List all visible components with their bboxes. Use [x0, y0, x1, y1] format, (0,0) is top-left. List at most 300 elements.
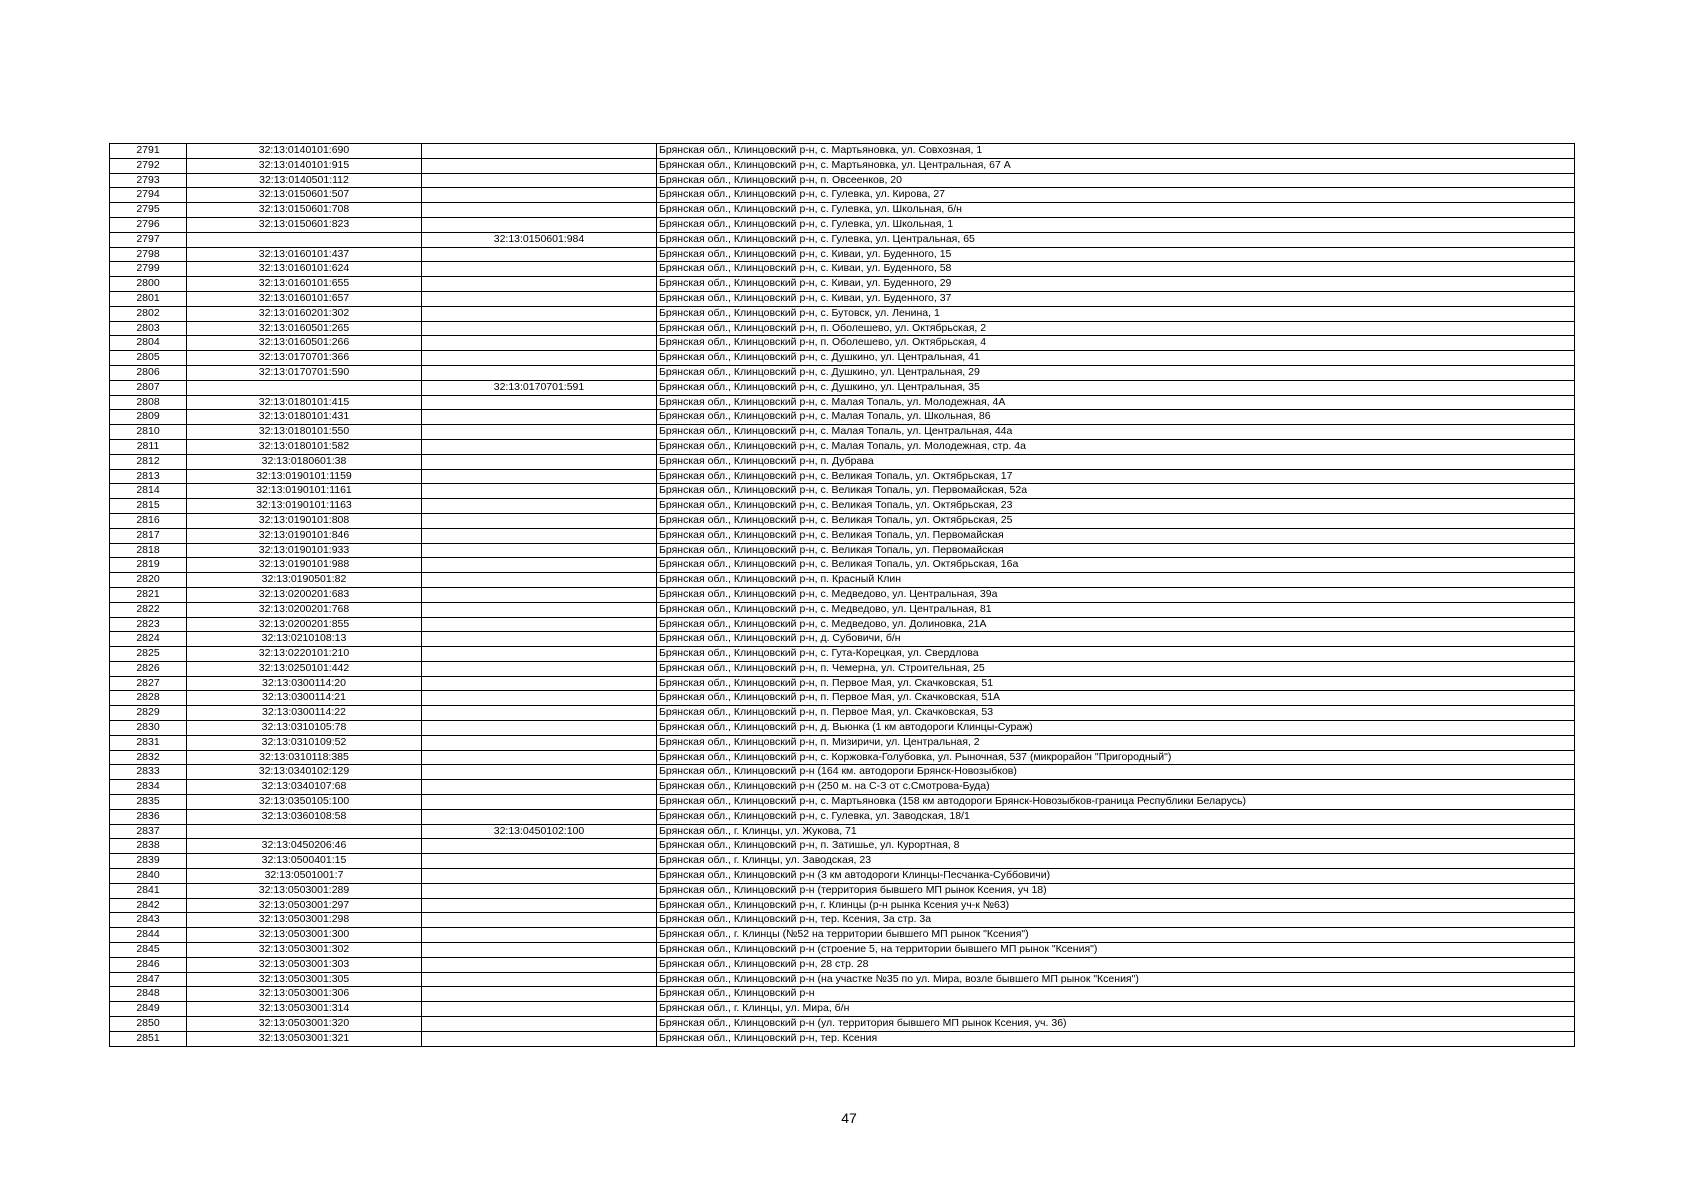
cadastral-number-alt-cell: 32:13:0150601:984: [422, 232, 657, 247]
cadastral-number-alt-cell: [422, 410, 657, 425]
cadastral-number-cell: 32:13:0180101:415: [187, 395, 422, 410]
row-number-cell: 2818: [110, 543, 187, 558]
address-cell: Брянская обл., Клинцовский р-н, с. Великая Топаль, ул. Первомайская, 52а: [657, 484, 1575, 499]
cadastral-number-cell: 32:13:0190101:988: [187, 558, 422, 573]
table-row: [110, 513, 1575, 528]
row-number-cell: 2840: [110, 869, 187, 884]
table-row: [110, 587, 1575, 602]
row-number-cell: 2837: [110, 824, 187, 839]
cadastral-number-alt-cell: [422, 765, 657, 780]
row-number-cell: 2805: [110, 351, 187, 366]
table-row: [110, 173, 1575, 188]
cadastral-number-alt-cell: [422, 454, 657, 469]
table-row: [110, 602, 1575, 617]
address-cell: Брянская обл., Клинцовский р-н, п. Первое Мая, ул. Скачковская, 53: [657, 706, 1575, 721]
cadastral-number-cell: 32:13:0503001:320: [187, 1017, 422, 1032]
cadastral-number-alt-cell: [422, 617, 657, 632]
address-cell: Брянская обл., Клинцовский р-н, с. Медведово, ул. Долиновка, 21А: [657, 617, 1575, 632]
table-row: [110, 528, 1575, 543]
row-number-cell: 2851: [110, 1031, 187, 1046]
cadastral-number-alt-cell: [422, 632, 657, 647]
cadastral-number-cell: 32:13:0503001:305: [187, 972, 422, 987]
address-cell: Брянская обл., Клинцовский р-н, с. Медведово, ул. Центральная, 81: [657, 602, 1575, 617]
cadastral-number-cell: 32:13:0200201:768: [187, 602, 422, 617]
cadastral-number-cell: 32:13:0140101:690: [187, 144, 422, 159]
table-row: [110, 144, 1575, 159]
table-row: [110, 425, 1575, 440]
table-row: [110, 706, 1575, 721]
cadastral-number-cell: 32:13:0310109:52: [187, 735, 422, 750]
cadastral-number-alt-cell: 32:13:0170701:591: [422, 380, 657, 395]
cadastral-number-cell: 32:13:0170701:590: [187, 365, 422, 380]
address-cell: Брянская обл., Клинцовский р-н, с. Мартьяновка, ул. Центральная, 67 А: [657, 158, 1575, 173]
row-number-cell: 2823: [110, 617, 187, 632]
row-number-cell: 2839: [110, 854, 187, 869]
address-cell: Брянская обл., Клинцовский р-н, с. Гулевка, ул. Центральная, 65: [657, 232, 1575, 247]
table-row: [110, 617, 1575, 632]
cadastral-number-alt-cell: [422, 543, 657, 558]
cadastral-number-alt-cell: [422, 883, 657, 898]
row-number-cell: 2838: [110, 839, 187, 854]
cadastral-number-cell: 32:13:0310118:385: [187, 750, 422, 765]
address-cell: Брянская обл., Клинцовский р-н, с. Малая Топаль, ул. Молодежная, стр. 4а: [657, 439, 1575, 454]
table-row: [110, 1002, 1575, 1017]
cadastral-number-cell: 32:13:0160501:265: [187, 321, 422, 336]
row-number-cell: 2842: [110, 898, 187, 913]
row-number-cell: 2807: [110, 380, 187, 395]
table-row: [110, 928, 1575, 943]
address-cell: Брянская обл., Клинцовский р-н, п. Овсеенков, 20: [657, 173, 1575, 188]
address-cell: Брянская обл., Клинцовский р-н, с. Мартьяновка (158 км автодороги Брянск-Новозыбков-граница Республики Беларусь): [657, 795, 1575, 810]
cadastral-number-alt-cell: [422, 188, 657, 203]
row-number-cell: 2815: [110, 499, 187, 514]
address-cell: Брянская обл., Клинцовский р-н, с. Душкино, ул. Центральная, 35: [657, 380, 1575, 395]
address-cell: Брянская обл., Клинцовский р-н, п. Затишье, ул. Курортная, 8: [657, 839, 1575, 854]
cadastral-number-alt-cell: [422, 351, 657, 366]
row-number-cell: 2844: [110, 928, 187, 943]
cadastral-number-alt-cell: [422, 247, 657, 262]
address-cell: Брянская обл., Клинцовский р-н, с. Киваи, ул. Буденного, 37: [657, 291, 1575, 306]
row-number-cell: 2819: [110, 558, 187, 573]
table-row: [110, 469, 1575, 484]
registry-table-body: [110, 144, 1575, 1047]
cadastral-number-cell: [187, 824, 422, 839]
cadastral-number-cell: 32:13:0503001:306: [187, 987, 422, 1002]
row-number-cell: 2821: [110, 587, 187, 602]
row-number-cell: 2820: [110, 573, 187, 588]
cadastral-number-alt-cell: [422, 365, 657, 380]
cadastral-number-alt-cell: [422, 647, 657, 662]
cadastral-number-alt-cell: [422, 528, 657, 543]
cadastral-number-cell: 32:13:0350105:100: [187, 795, 422, 810]
cadastral-number-alt-cell: [422, 203, 657, 218]
table-row: [110, 957, 1575, 972]
address-cell: Брянская обл., Клинцовский р-н, п. Мизиричи, ул. Центральная, 2: [657, 735, 1575, 750]
table-row: [110, 217, 1575, 232]
cadastral-number-alt-cell: [422, 1002, 657, 1017]
table-row: [110, 1017, 1575, 1032]
cadastral-number-alt-cell: [422, 336, 657, 351]
table-row: [110, 484, 1575, 499]
table-row: [110, 632, 1575, 647]
row-number-cell: 2822: [110, 602, 187, 617]
cadastral-number-cell: 32:13:0250101:442: [187, 661, 422, 676]
row-number-cell: 2841: [110, 883, 187, 898]
table-row: [110, 306, 1575, 321]
cadastral-number-alt-cell: [422, 943, 657, 958]
row-number-cell: 2849: [110, 1002, 187, 1017]
cadastral-number-cell: 32:13:0190101:1161: [187, 484, 422, 499]
cadastral-number-alt-cell: [422, 957, 657, 972]
cadastral-number-cell: 32:13:0160101:437: [187, 247, 422, 262]
cadastral-number-alt-cell: [422, 439, 657, 454]
table-row: [110, 277, 1575, 292]
cadastral-number-alt-cell: [422, 987, 657, 1002]
address-cell: Брянская обл., Клинцовский р-н, с. Гулевка, ул. Школьная, б/н: [657, 203, 1575, 218]
row-number-cell: 2846: [110, 957, 187, 972]
cadastral-number-alt-cell: [422, 513, 657, 528]
cadastral-number-cell: 32:13:0501001:7: [187, 869, 422, 884]
cadastral-number-cell: 32:13:0160101:624: [187, 262, 422, 277]
table-row: [110, 972, 1575, 987]
row-number-cell: 2813: [110, 469, 187, 484]
address-cell: Брянская обл., г. Клинцы, ул. Мира, б/н: [657, 1002, 1575, 1017]
cadastral-number-cell: 32:13:0180101:550: [187, 425, 422, 440]
registry-table: [109, 143, 1575, 1047]
table-row: [110, 691, 1575, 706]
row-number-cell: 2828: [110, 691, 187, 706]
table-row: [110, 735, 1575, 750]
cadastral-number-alt-cell: [422, 425, 657, 440]
row-number-cell: 2848: [110, 987, 187, 1002]
row-number-cell: 2795: [110, 203, 187, 218]
row-number-cell: 2829: [110, 706, 187, 721]
table-row: [110, 247, 1575, 262]
cadastral-number-cell: 32:13:0503001:314: [187, 1002, 422, 1017]
cadastral-number-cell: 32:13:0180101:582: [187, 439, 422, 454]
cadastral-number-alt-cell: [422, 277, 657, 292]
page-number: 47: [841, 1110, 857, 1126]
address-cell: Брянская обл., Клинцовский р-н (строение 5, на территории бывшего МП рынок "Ксения"): [657, 943, 1575, 958]
address-cell: Брянская обл., Клинцовский р-н, п. Чемерна, ул. Строительная, 25: [657, 661, 1575, 676]
cadastral-number-alt-cell: 32:13:0450102:100: [422, 824, 657, 839]
table-row: [110, 351, 1575, 366]
address-cell: Брянская обл., Клинцовский р-н, с. Малая Топаль, ул. Школьная, 86: [657, 410, 1575, 425]
cadastral-number-alt-cell: [422, 928, 657, 943]
row-number-cell: 2831: [110, 735, 187, 750]
cadastral-number-cell: 32:13:0190101:846: [187, 528, 422, 543]
table-row: [110, 410, 1575, 425]
row-number-cell: 2796: [110, 217, 187, 232]
row-number-cell: 2826: [110, 661, 187, 676]
cadastral-number-cell: 32:13:0210108:13: [187, 632, 422, 647]
cadastral-number-cell: 32:13:0150601:708: [187, 203, 422, 218]
cadastral-number-alt-cell: [422, 558, 657, 573]
row-number-cell: 2816: [110, 513, 187, 528]
address-cell: Брянская обл., Клинцовский р-н, с. Гулевка, ул. Кирова, 27: [657, 188, 1575, 203]
cadastral-number-cell: 32:13:0160201:302: [187, 306, 422, 321]
address-cell: Брянская обл., Клинцовский р-н, с. Великая Топаль, ул. Октябрьская, 23: [657, 499, 1575, 514]
row-number-cell: 2802: [110, 306, 187, 321]
table-row: [110, 395, 1575, 410]
table-row: [110, 232, 1575, 247]
row-number-cell: 2824: [110, 632, 187, 647]
address-cell: Брянская обл., Клинцовский р-н, с. Душкино, ул. Центральная, 29: [657, 365, 1575, 380]
address-cell: Брянская обл., Клинцовский р-н, с. Гулевка, ул. Школьная, 1: [657, 217, 1575, 232]
address-cell: Брянская обл., г. Клинцы (№52 на территории бывшего МП рынок "Ксения"): [657, 928, 1575, 943]
cadastral-number-cell: 32:13:0190101:1159: [187, 469, 422, 484]
table-row: [110, 647, 1575, 662]
table-row: [110, 262, 1575, 277]
cadastral-number-cell: 32:13:0140501:112: [187, 173, 422, 188]
row-number-cell: 2850: [110, 1017, 187, 1032]
cadastral-number-alt-cell: [422, 144, 657, 159]
row-number-cell: 2791: [110, 144, 187, 159]
table-row: [110, 573, 1575, 588]
row-number-cell: 2847: [110, 972, 187, 987]
address-cell: Брянская обл., Клинцовский р-н, с. Великая Топаль, ул. Первомайская: [657, 528, 1575, 543]
cadastral-number-alt-cell: [422, 750, 657, 765]
address-cell: Брянская обл., Клинцовский р-н, с. Душкино, ул. Центральная, 41: [657, 351, 1575, 366]
table-row: [110, 454, 1575, 469]
table-row: [110, 188, 1575, 203]
address-cell: Брянская обл., Клинцовский р-н, с. Гулевка, ул. Заводская, 18/1: [657, 809, 1575, 824]
address-cell: Брянская обл., Клинцовский р-н, с. Малая Топаль, ул. Молодежная, 4А: [657, 395, 1575, 410]
cadastral-number-cell: 32:13:0170701:366: [187, 351, 422, 366]
row-number-cell: 2792: [110, 158, 187, 173]
cadastral-number-alt-cell: [422, 484, 657, 499]
cadastral-number-cell: 32:13:0503001:321: [187, 1031, 422, 1046]
cadastral-number-alt-cell: [422, 217, 657, 232]
cadastral-number-cell: 32:13:0190101:808: [187, 513, 422, 528]
cadastral-number-alt-cell: [422, 913, 657, 928]
address-cell: Брянская обл., Клинцовский р-н, с. Мартьяновка, ул. Совхозная, 1: [657, 144, 1575, 159]
table-row: [110, 854, 1575, 869]
table-row: [110, 795, 1575, 810]
table-row: [110, 499, 1575, 514]
cadastral-number-alt-cell: [422, 854, 657, 869]
row-number-cell: 2794: [110, 188, 187, 203]
row-number-cell: 2830: [110, 721, 187, 736]
table-row: [110, 380, 1575, 395]
cadastral-number-cell: 32:13:0150601:823: [187, 217, 422, 232]
cadastral-number-alt-cell: [422, 469, 657, 484]
row-number-cell: 2809: [110, 410, 187, 425]
row-number-cell: 2814: [110, 484, 187, 499]
address-cell: Брянская обл., Клинцовский р-н (территория бывшего МП рынок Ксения, уч 18): [657, 883, 1575, 898]
cadastral-number-cell: 32:13:0340102:129: [187, 765, 422, 780]
table-row: [110, 336, 1575, 351]
cadastral-number-alt-cell: [422, 809, 657, 824]
cadastral-number-alt-cell: [422, 691, 657, 706]
table-row: [110, 1031, 1575, 1046]
cadastral-number-cell: 32:13:0500401:15: [187, 854, 422, 869]
table-row: [110, 824, 1575, 839]
cadastral-number-cell: 32:13:0180601:38: [187, 454, 422, 469]
row-number-cell: 2793: [110, 173, 187, 188]
table-row: [110, 883, 1575, 898]
address-cell: Брянская обл., Клинцовский р-н, с. Киваи, ул. Буденного, 15: [657, 247, 1575, 262]
address-cell: Брянская обл., Клинцовский р-н (164 км. автодороги Брянск-Новозыбков): [657, 765, 1575, 780]
cadastral-number-cell: 32:13:0300114:22: [187, 706, 422, 721]
address-cell: Брянская обл., Клинцовский р-н (ул. территория бывшего МП рынок Ксения, уч. 36): [657, 1017, 1575, 1032]
address-cell: Брянская обл., Клинцовский р-н, п. Красный Клин: [657, 573, 1575, 588]
table-row: [110, 558, 1575, 573]
cadastral-number-alt-cell: [422, 262, 657, 277]
cadastral-number-alt-cell: [422, 898, 657, 913]
cadastral-number-cell: 32:13:0190101:1163: [187, 499, 422, 514]
cadastral-number-cell: 32:13:0503001:289: [187, 883, 422, 898]
address-cell: Брянская обл., Клинцовский р-н, г. Клинцы (р-н рынка Ксения уч-к №63): [657, 898, 1575, 913]
row-number-cell: 2835: [110, 795, 187, 810]
table-row: [110, 987, 1575, 1002]
address-cell: Брянская обл., Клинцовский р-н (на участке №35 по ул. Мира, возле бывшего МП рынок "Ксения"): [657, 972, 1575, 987]
address-cell: Брянская обл., Клинцовский р-н, с. Великая Топаль, ул. Первомайская: [657, 543, 1575, 558]
table-row: [110, 158, 1575, 173]
address-cell: Брянская обл., Клинцовский р-н, п. Оболешево, ул. Октябрьская, 2: [657, 321, 1575, 336]
row-number-cell: 2812: [110, 454, 187, 469]
address-cell: Брянская обл., Клинцовский р-н (3 км автодороги Клинцы-Песчанка-Суббовичи): [657, 869, 1575, 884]
table-row: [110, 780, 1575, 795]
row-number-cell: 2797: [110, 232, 187, 247]
address-cell: Брянская обл., Клинцовский р-н, с. Великая Топаль, ул. Октябрьская, 25: [657, 513, 1575, 528]
row-number-cell: 2800: [110, 277, 187, 292]
address-cell: Брянская обл., Клинцовский р-н, п. Дубрава: [657, 454, 1575, 469]
address-cell: Брянская обл., Клинцовский р-н, с. Бутовск, ул. Ленина, 1: [657, 306, 1575, 321]
cadastral-number-alt-cell: [422, 661, 657, 676]
cadastral-number-alt-cell: [422, 499, 657, 514]
address-cell: Брянская обл., Клинцовский р-н (250 м. на С-З от с.Смотрова-Буда): [657, 780, 1575, 795]
cadastral-number-cell: 32:13:0200201:855: [187, 617, 422, 632]
address-cell: Брянская обл., Клинцовский р-н, п. Первое Мая, ул. Скачковская, 51А: [657, 691, 1575, 706]
cadastral-number-alt-cell: [422, 158, 657, 173]
table-row: [110, 943, 1575, 958]
table-row: [110, 839, 1575, 854]
row-number-cell: 2811: [110, 439, 187, 454]
row-number-cell: 2801: [110, 291, 187, 306]
address-cell: Брянская обл., Клинцовский р-н, с. Великая Топаль, ул. Октябрьская, 16а: [657, 558, 1575, 573]
cadastral-number-cell: 32:13:0340107:68: [187, 780, 422, 795]
row-number-cell: 2832: [110, 750, 187, 765]
row-number-cell: 2834: [110, 780, 187, 795]
row-number-cell: 2808: [110, 395, 187, 410]
cadastral-number-cell: 32:13:0300114:20: [187, 676, 422, 691]
cadastral-number-cell: 32:13:0360108:58: [187, 809, 422, 824]
address-cell: Брянская обл., Клинцовский р-н, тер. Ксения, 3а стр. 3а: [657, 913, 1575, 928]
row-number-cell: 2817: [110, 528, 187, 543]
table-row: [110, 869, 1575, 884]
table-row: [110, 721, 1575, 736]
cadastral-number-cell: 32:13:0503001:297: [187, 898, 422, 913]
address-cell: Брянская обл., Клинцовский р-н, с. Коржовка-Голубовка, ул. Рыночная, 537 (микрорайон "Пригородный"): [657, 750, 1575, 765]
table-row: [110, 765, 1575, 780]
row-number-cell: 2827: [110, 676, 187, 691]
cadastral-number-cell: 32:13:0450206:46: [187, 839, 422, 854]
row-number-cell: 2798: [110, 247, 187, 262]
cadastral-number-alt-cell: [422, 1031, 657, 1046]
address-cell: Брянская обл., Клинцовский р-н, с. Малая Топаль, ул. Центральная, 44а: [657, 425, 1575, 440]
row-number-cell: 2836: [110, 809, 187, 824]
table-row: [110, 913, 1575, 928]
cadastral-number-cell: 32:13:0160101:657: [187, 291, 422, 306]
row-number-cell: 2804: [110, 336, 187, 351]
cadastral-number-cell: 32:13:0200201:683: [187, 587, 422, 602]
address-cell: Брянская обл., г. Клинцы, ул. Заводская, 23: [657, 854, 1575, 869]
cadastral-number-cell: 32:13:0150601:507: [187, 188, 422, 203]
address-cell: Брянская обл., Клинцовский р-н, д. Вьюнка (1 км автодороги Клинцы-Сураж): [657, 721, 1575, 736]
cadastral-number-alt-cell: [422, 587, 657, 602]
table-row: [110, 321, 1575, 336]
cadastral-number-alt-cell: [422, 839, 657, 854]
address-cell: Брянская обл., Клинцовский р-н, с. Великая Топаль, ул. Октябрьская, 17: [657, 469, 1575, 484]
table-row: [110, 809, 1575, 824]
cadastral-number-alt-cell: [422, 173, 657, 188]
row-number-cell: 2825: [110, 647, 187, 662]
address-cell: Брянская обл., Клинцовский р-н, с. Гута-Корецкая, ул. Свердлова: [657, 647, 1575, 662]
address-cell: Брянская обл., Клинцовский р-н, с. Медведово, ул. Центральная, 39а: [657, 587, 1575, 602]
cadastral-number-cell: 32:13:0300114:21: [187, 691, 422, 706]
cadastral-number-alt-cell: [422, 869, 657, 884]
cadastral-number-cell: [187, 380, 422, 395]
row-number-cell: 2803: [110, 321, 187, 336]
cadastral-number-alt-cell: [422, 602, 657, 617]
cadastral-number-alt-cell: [422, 291, 657, 306]
address-cell: Брянская обл., Клинцовский р-н, п. Первое Мая, ул. Скачковская, 51: [657, 676, 1575, 691]
cadastral-number-cell: 32:13:0503001:298: [187, 913, 422, 928]
row-number-cell: 2799: [110, 262, 187, 277]
cadastral-number-cell: 32:13:0503001:300: [187, 928, 422, 943]
cadastral-number-cell: 32:13:0190501:82: [187, 573, 422, 588]
cadastral-number-cell: 32:13:0160501:266: [187, 336, 422, 351]
cadastral-number-cell: 32:13:0220101:210: [187, 647, 422, 662]
cadastral-number-cell: 32:13:0180101:431: [187, 410, 422, 425]
table-row: [110, 750, 1575, 765]
address-cell: Брянская обл., Клинцовский р-н: [657, 987, 1575, 1002]
cadastral-number-alt-cell: [422, 573, 657, 588]
address-cell: Брянская обл., Клинцовский р-н, 28 стр. 28: [657, 957, 1575, 972]
cadastral-number-cell: [187, 232, 422, 247]
address-cell: Брянская обл., г. Клинцы, ул. Жукова, 71: [657, 824, 1575, 839]
table-row: [110, 543, 1575, 558]
table-row: [110, 291, 1575, 306]
cadastral-number-alt-cell: [422, 735, 657, 750]
table-row: [110, 365, 1575, 380]
address-cell: Брянская обл., Клинцовский р-н, с. Киваи, ул. Буденного, 29: [657, 277, 1575, 292]
cadastral-number-cell: 32:13:0310105:78: [187, 721, 422, 736]
table-row: [110, 676, 1575, 691]
cadastral-number-alt-cell: [422, 780, 657, 795]
cadastral-number-alt-cell: [422, 1017, 657, 1032]
table-row: [110, 661, 1575, 676]
address-cell: Брянская обл., Клинцовский р-н, тер. Ксения: [657, 1031, 1575, 1046]
row-number-cell: 2843: [110, 913, 187, 928]
cadastral-number-alt-cell: [422, 306, 657, 321]
table-row: [110, 898, 1575, 913]
table-row: [110, 203, 1575, 218]
cadastral-number-cell: 32:13:0140101:915: [187, 158, 422, 173]
cadastral-number-alt-cell: [422, 706, 657, 721]
table-row: [110, 439, 1575, 454]
cadastral-number-alt-cell: [422, 321, 657, 336]
row-number-cell: 2806: [110, 365, 187, 380]
cadastral-number-cell: 32:13:0503001:302: [187, 943, 422, 958]
address-cell: Брянская обл., Клинцовский р-н, с. Киваи, ул. Буденного, 58: [657, 262, 1575, 277]
cadastral-number-alt-cell: [422, 795, 657, 810]
row-number-cell: 2810: [110, 425, 187, 440]
cadastral-number-alt-cell: [422, 721, 657, 736]
cadastral-number-cell: 32:13:0503001:303: [187, 957, 422, 972]
address-cell: Брянская обл., Клинцовский р-н, д. Субовичи, б/н: [657, 632, 1575, 647]
